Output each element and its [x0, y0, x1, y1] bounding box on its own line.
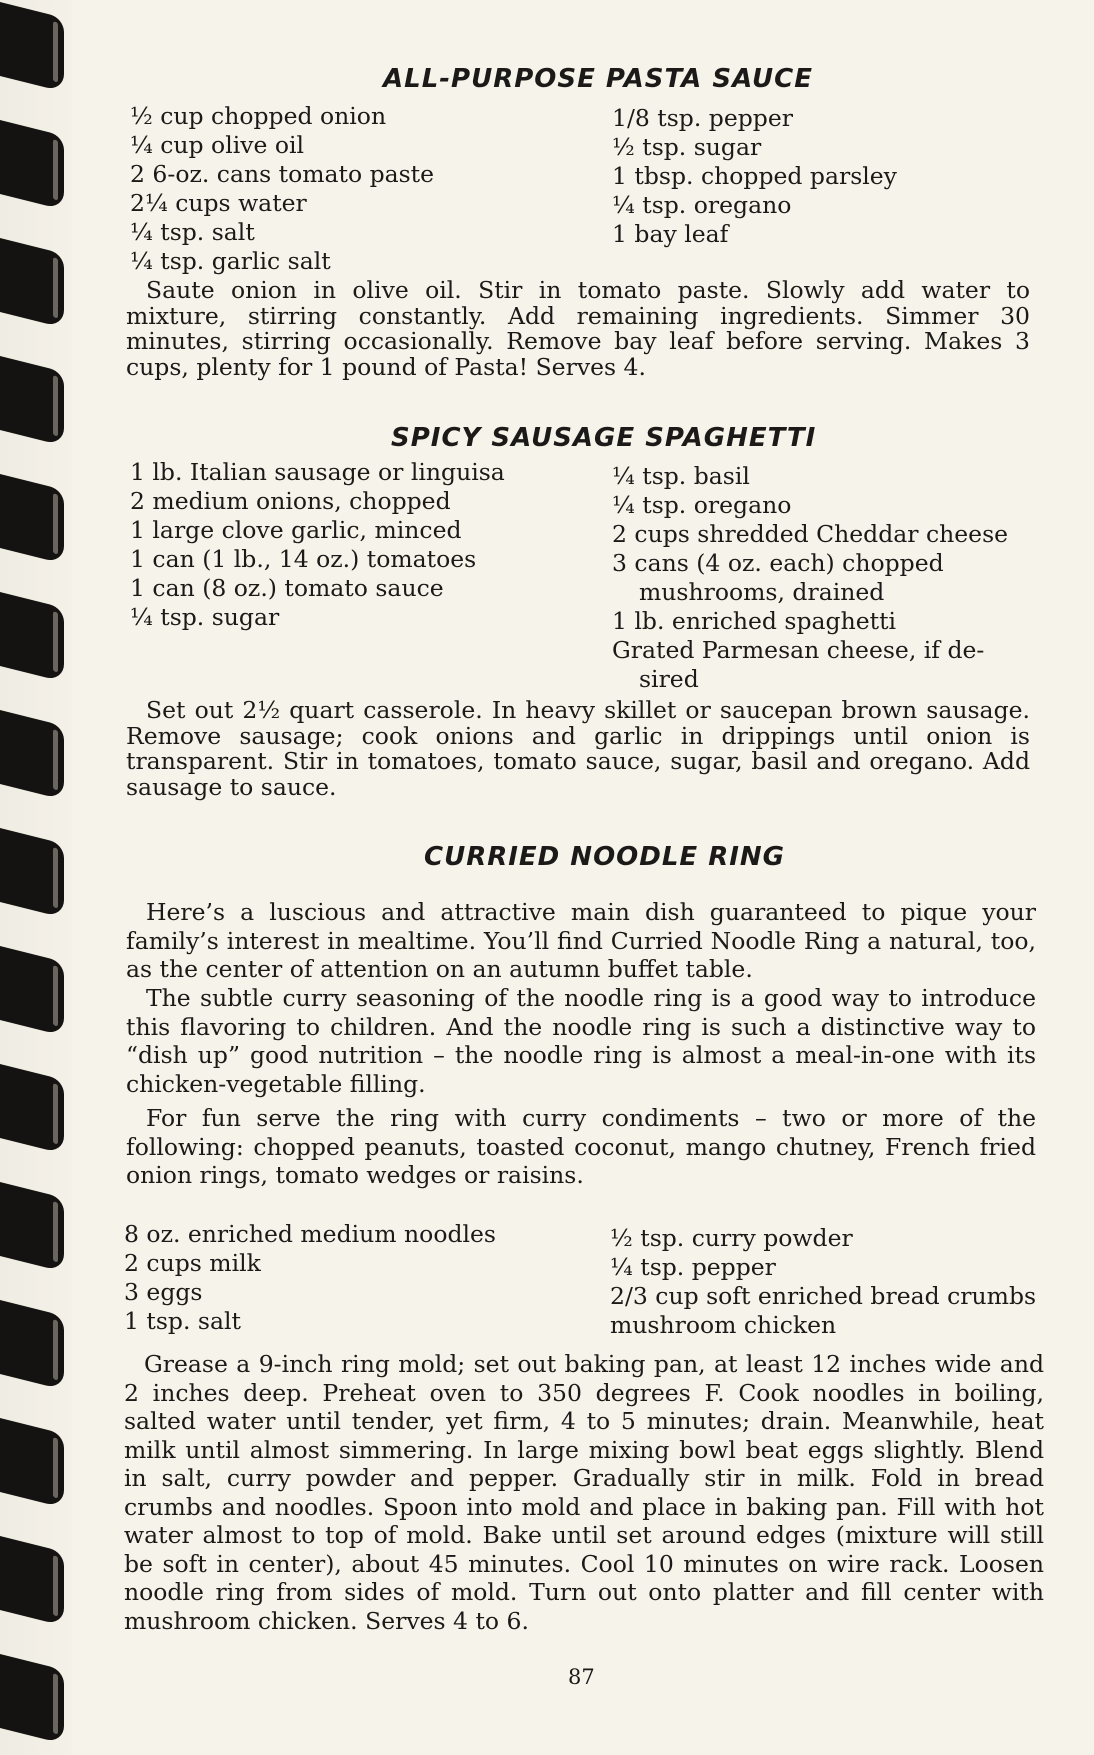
binding-ring [0, 1300, 64, 1390]
binding-ring [0, 474, 64, 564]
recipe-directions: Set out 2½ quart casserole. In heavy skillet or saucepan brown sausage. Remove sausage; cook onions and garlic in drippings until onion is transparent. Stir in tomatoes, tomato sauce, sugar, basil and oregano. Add sausage to sauce. [126, 696, 1030, 801]
ingredient: ½ tsp. sugar [612, 133, 762, 161]
ingredient: 2 medium onions, chopped [130, 487, 451, 515]
binding-ring [0, 238, 64, 328]
binding-ring [0, 946, 64, 1036]
ingredient: ¼ tsp. garlic salt [130, 247, 331, 275]
recipe-intro-paragraph: For fun serve the ring with curry condiments – two or more of the following: chopped peanuts, toasted coconut, mango chutney, French fried onion rings, tomato wedges or raisins. [126, 1104, 1036, 1189]
ingredient: 2 6-oz. cans tomato paste [130, 160, 435, 188]
ingredient: ¼ tsp. pepper [610, 1253, 776, 1281]
ingredient: ¼ cup olive oil [130, 131, 305, 159]
binding-ring [0, 1182, 64, 1272]
ingredient: mushroom chicken [610, 1311, 837, 1339]
ingredient-list-right [612, 104, 897, 249]
ingredient-list-left [130, 458, 505, 632]
ingredient: 1 tbsp. chopped parsley [612, 162, 897, 190]
ingredient: mushrooms, drained [639, 578, 885, 606]
binding-ring [0, 356, 64, 446]
ingredient: ½ cup chopped onion [130, 102, 387, 130]
ingredient: ¼ tsp. sugar [130, 603, 280, 631]
ingredient: ¼ tsp. oregano [612, 191, 792, 219]
binding-ring [0, 1418, 64, 1508]
recipe-title: SPICY SAUSAGE SPAGHETTI [391, 423, 817, 453]
ingredient: ½ tsp. curry powder [610, 1224, 853, 1252]
binding-ring [0, 1536, 64, 1626]
ingredient-list-right [610, 1224, 1036, 1340]
ingredient: 2 cups milk [124, 1249, 261, 1277]
spiral-binding [0, 0, 72, 1755]
ingredient: 2 cups shredded Cheddar cheese [612, 520, 1009, 548]
binding-ring [0, 592, 64, 682]
ingredient: ¼ tsp. basil [612, 462, 750, 490]
ingredient-list-right [612, 462, 1008, 694]
recipe-intro-paragraph: Here’s a luscious and attractive main dish guaranteed to pique your family’s interest in mealtime. You’ll find Curried Noodle Ring a natural, too, as the center of attention on an autumn buffet table. [126, 898, 1036, 983]
ingredient: 1 can (1 lb., 14 oz.) tomatoes [130, 545, 477, 573]
ingredient: 3 cans (4 oz. each) chopped [612, 549, 944, 577]
ingredient-list-left [124, 1220, 496, 1336]
ingredient: 1 lb. Italian sausage or linguisa [130, 458, 505, 486]
binding-ring [0, 120, 64, 210]
binding-ring [0, 1654, 64, 1744]
recipe-title: CURRIED NOODLE RING [424, 842, 786, 872]
ingredient: 2¼ cups water [130, 189, 307, 217]
recipe-intro-paragraph: The subtle curry seasoning of the noodle ring is a good way to introduce this flavoring to children. And the noodle ring is such a distinctive way to “dish up” good nutrition – the noodle ring is almost a meal-in-one with its chicken-vegetable filling. [126, 984, 1036, 1098]
ingredient: 1 can (8 oz.) tomato sauce [130, 574, 444, 602]
ingredient-list-left [130, 102, 434, 276]
ingredient: 1 bay leaf [612, 220, 729, 248]
ingredient: 3 eggs [124, 1278, 203, 1306]
ingredient: 8 oz. enriched medium noodles [124, 1220, 496, 1248]
ingredient: sired [639, 665, 699, 693]
cookbook-page [120, 0, 1060, 1755]
recipe-directions: Saute onion in olive oil. Stir in tomato paste. Slowly add water to mixture, stirring constantly. Add remaining ingredients. Simmer 30 minutes, stirring occasionally. Remove bay leaf before serving. Makes 3 cups, plenty for 1 pound of Pasta! Serves 4. [126, 276, 1030, 381]
ingredient: 1 large clove garlic, minced [130, 516, 462, 544]
ingredient: 2/3 cup soft enriched bread crumbs [610, 1282, 1037, 1310]
binding-ring [0, 710, 64, 800]
binding-ring [0, 1064, 64, 1154]
ingredient: 1 lb. enriched spaghetti [612, 607, 897, 635]
ingredient: ¼ tsp. salt [130, 218, 255, 246]
ingredient: ¼ tsp. oregano [612, 491, 792, 519]
binding-ring [0, 828, 64, 918]
ingredient: 1/8 tsp. pepper [612, 104, 793, 132]
binding-ring [0, 2, 64, 92]
ingredient: 1 tsp. salt [124, 1307, 241, 1335]
page-number: 87 [568, 1665, 595, 1689]
recipe-title: ALL-PURPOSE PASTA SAUCE [383, 64, 813, 94]
recipe-directions: Grease a 9-inch ring mold; set out baking pan, at least 12 inches wide and 2 inches deep. Preheat oven to 350 degrees F. Cook noodles in boiling, salted water until tender, yet firm, 4 to 5 minutes; drain. Meanwhile, heat milk until almost simmering. In large mixing bowl beat eggs slightly. Blend in salt, curry powder and pepper. Gradually stir in milk. Fold in bread crumbs and noodles. Spoon into mold and place in baking pan. Fill with hot water almost to top of mold. Bake until set around edges (mixture will still be soft in center), about 45 minutes. Cool 10 minutes on wire rack. Loosen noodle ring from sides of mold. Turn out onto platter and fill center with mushroom chicken. Serves 4 to 6. [124, 1350, 1044, 1635]
ingredient: Grated Parmesan cheese, if de- [612, 636, 985, 664]
